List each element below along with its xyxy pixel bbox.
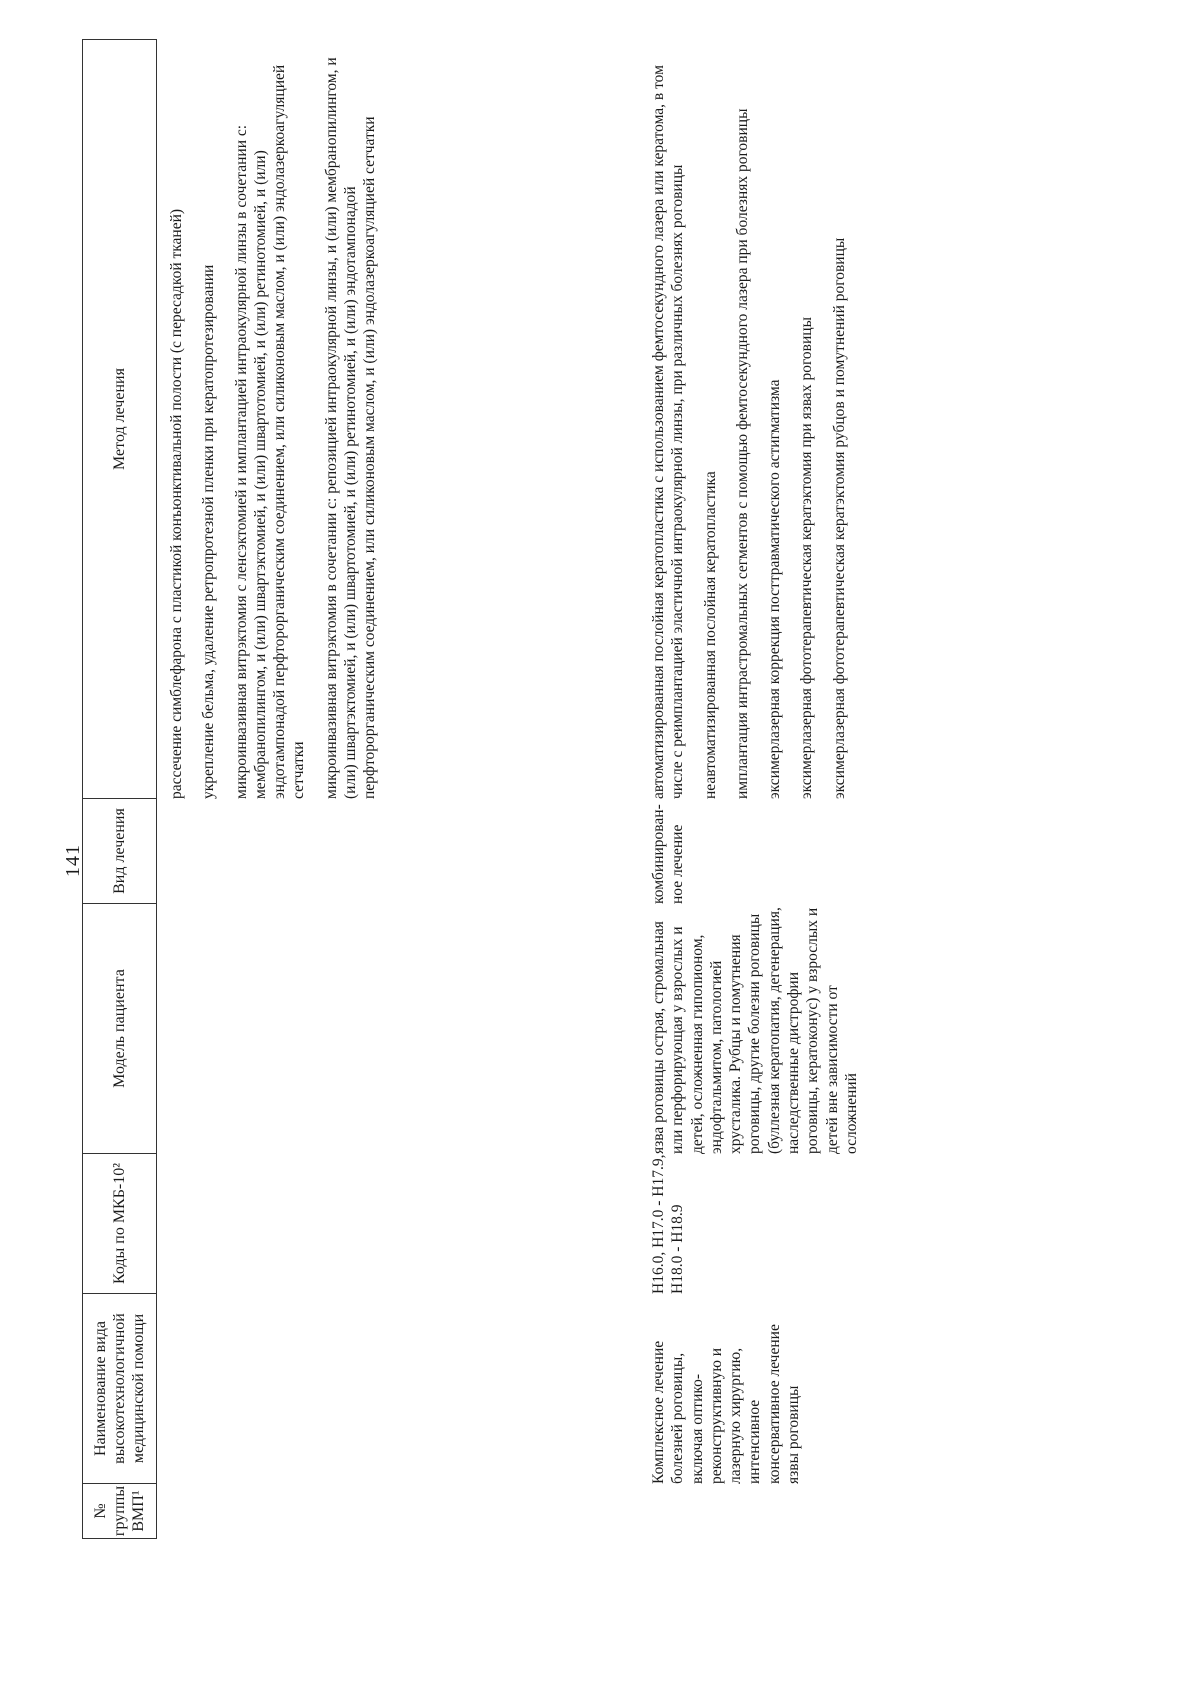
method-item: микроинвазивная витрэктомия с ленсэктомией и имплантацией интраокулярной линзы в сочетании с: мембранопилингом, и (или) швартэктомией, и (или) швартотомией, и (или) ретинотомией, и (или) эндотампонадой перфторорганическим соединением, или силиконовым маслом, и (или) эндолазеркоагуляцией сетчатки [232, 64, 308, 799]
entry-icd-codes: H16.0, H17.0 - H17.9, H18.0 - H18.9 [650, 1154, 687, 1294]
method-item: имплантация интрастромальных сегментов с помощью фемтосекундного лазера при болезнях роговицы [733, 108, 751, 799]
treatment-table [82, 39, 860, 1539]
method-item: рассечение симблефарона с пластикой конъюнктивальной полости (с пересадкой тканей) [168, 208, 185, 799]
method-item: эксимерлазерная фототерапевтическая кератэктомия рубцов и помутнений роговицы [830, 237, 848, 799]
header-vmp-name: Наименование вида высокотехнологичной медицинской помощи [82, 1294, 157, 1484]
method-item: эксимерлазерная коррекция посттравматического астигматизма [766, 379, 784, 799]
method-item: укрепление бельма, удаление ретропротезной пленки при кератопротезировании [200, 264, 218, 799]
method-item: эксимерлазерная фототерапевтическая кератэктомия при язвах роговицы [798, 317, 816, 799]
table-header-row [82, 39, 157, 1539]
header-patient-model: Модель пациента [82, 904, 157, 1154]
method-item: неавтоматизированная послойная кератопластика [701, 471, 719, 799]
method-item: автоматизированная послойная кератопластика с использованием фемтосекундного лазера или кератома, в том числе с реимплантацией эластичной интраокулярной линзы, при различных болезнях роговицы [650, 65, 687, 799]
method-item: микроинвазивная витрэктомия в сочетании с: репозицией интраокулярной линзы, и (или) мембранопилингом, и (или) швартэктомией, и (или) швартотомией, и (или) ретинотомией, и (или) эндотампонадой перфторорганическим соединением, или силиконовым маслом, и (или) эндолазеркоагуляцией сетчатки [322, 57, 379, 799]
entry-treatment-type: комбинирован-ное лечение [650, 804, 687, 904]
continued-methods-cell [167, 39, 393, 799]
header-icd-codes: Коды по МКБ-10² [82, 1154, 157, 1294]
entry-methods-cell [649, 39, 862, 799]
entry-patient-model: язва роговицы острая, стромальная или перфорирующая у взрослых и детей, осложненная гипопионом, эндофтальмитом, патологией хрусталика. Рубцы и помутнения роговицы, другие болезни роговицы (буллезная кератопатия, дегенерация, наследственные дистрофии роговицы, кератоконус) у взрослых и детей вне зависимости от осложнений [650, 907, 860, 1154]
header-treatment-method: Метод лечения [82, 39, 157, 799]
header-treatment-type: Вид лечения [82, 799, 157, 904]
page-number: 141 [62, 844, 84, 877]
header-group-number: № группы ВМП¹ [82, 1484, 157, 1539]
entry-vmp-name: Комплексное лечение болезней роговицы, включая оптико-реконструктивную и лазерную хирургию, интенсивное консервативное лечение язвы роговицы [650, 1324, 803, 1484]
